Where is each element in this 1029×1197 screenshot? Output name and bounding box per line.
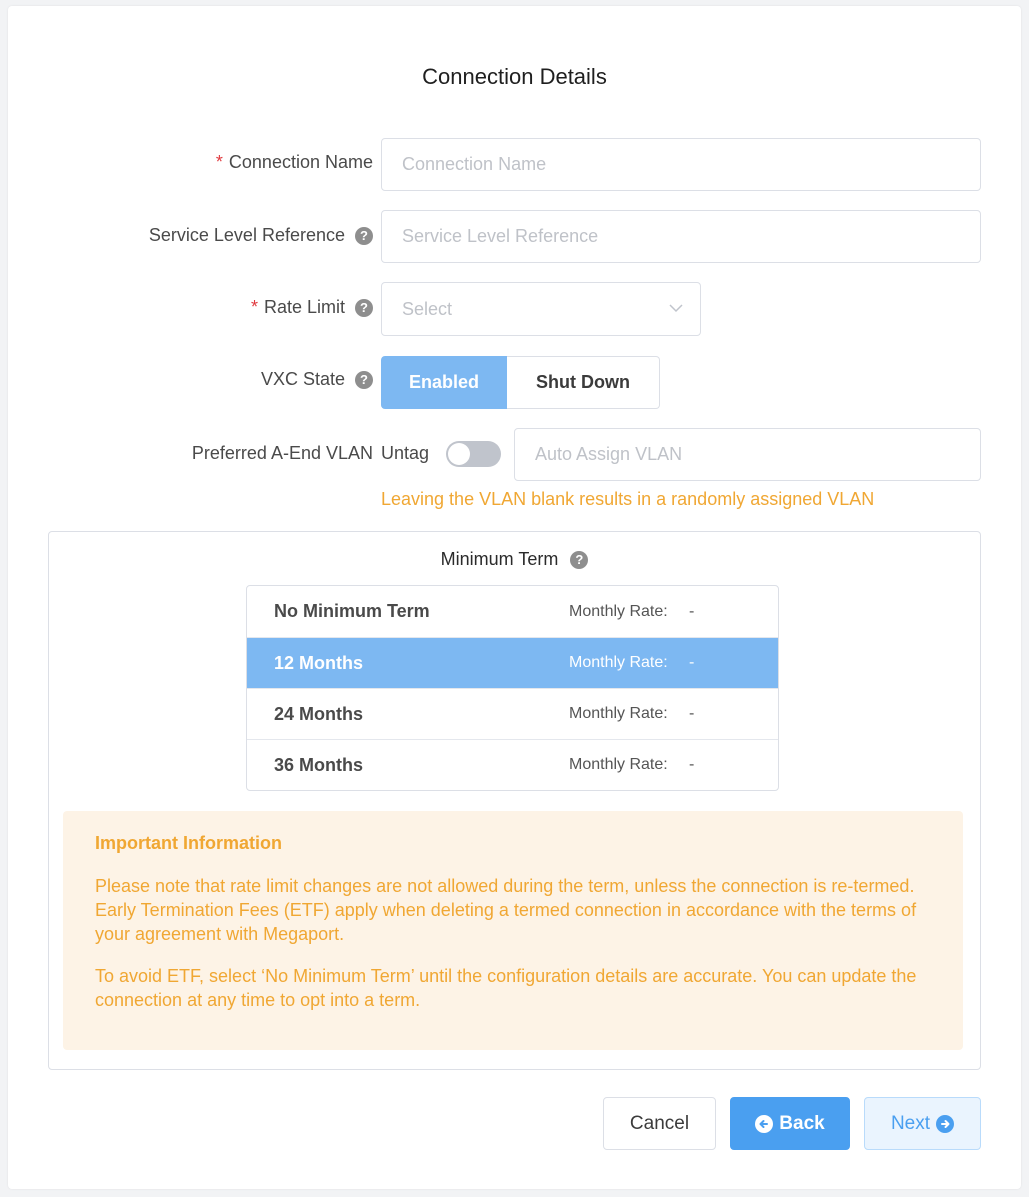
chevron-down-icon (668, 300, 684, 316)
minimum-term-panel (48, 531, 981, 1070)
term-option-24-months[interactable]: 24 Months Monthly Rate: - (247, 688, 778, 739)
toggle-knob (448, 443, 470, 465)
term-option-12-months[interactable]: 12 Months Monthly Rate: - (247, 637, 778, 688)
service-level-input[interactable]: Service Level Reference (381, 210, 981, 263)
question-circle-icon[interactable]: ? (570, 551, 588, 569)
page-title: Connection Details (422, 64, 607, 89)
important-info-box (63, 811, 963, 1050)
minimum-term-title: Minimum Term ? (49, 549, 980, 570)
service-level-label: Service Level Reference ? (149, 225, 373, 246)
arrow-right-circle-icon (936, 1115, 954, 1133)
vlan-label: Preferred A-End VLAN (191, 443, 373, 463)
term-option-36-months[interactable]: 36 Months Monthly Rate: - (247, 739, 778, 790)
cancel-button[interactable]: Cancel (603, 1097, 716, 1150)
vlan-hint: Leaving the VLAN blank results in a randomly assigned VLAN (381, 489, 875, 509)
arrow-left-circle-icon (755, 1115, 773, 1133)
question-circle-icon[interactable]: ? (355, 371, 373, 389)
question-circle-icon[interactable]: ? (355, 299, 373, 317)
rate-limit-label: * Rate Limit ? (251, 297, 373, 318)
required-mark: * (250, 297, 258, 317)
required-mark: * (215, 152, 223, 172)
info-title: Important Information (95, 833, 282, 853)
back-button[interactable]: Back (730, 1097, 850, 1150)
question-circle-icon[interactable]: ? (355, 227, 373, 245)
vxc-shutdown-button[interactable]: Shut Down (507, 356, 660, 409)
term-option-no-minimum[interactable]: No Minimum Term Monthly Rate: - (274, 601, 695, 621)
connection-name-label: * Connection Name (215, 152, 373, 172)
next-button[interactable]: Next (864, 1097, 981, 1150)
vxc-state-label: VXC State ? (261, 369, 373, 390)
untag-toggle[interactable] (446, 441, 501, 467)
untag-label: Untag (381, 443, 430, 463)
info-paragraph-1: Please note that rate limit changes are not allowed during the term, unless the connection is re-termed. Early Termination Fees (ETF) apply when deleting a termed connection in accordance with the terms of your agreement with Megaport. (95, 876, 917, 944)
info-paragraph-2: To avoid ETF, select ‘No Minimum Term’ until the configuration details are accurate. You can update the connection at any time to opt into a term. (95, 966, 917, 1010)
vlan-input[interactable]: Auto Assign VLAN (514, 428, 981, 481)
vxc-enabled-button[interactable]: Enabled (381, 356, 507, 409)
connection-name-input[interactable]: Connection Name (381, 138, 981, 191)
term-options-list (246, 585, 779, 791)
rate-limit-select[interactable]: Select (381, 282, 701, 336)
